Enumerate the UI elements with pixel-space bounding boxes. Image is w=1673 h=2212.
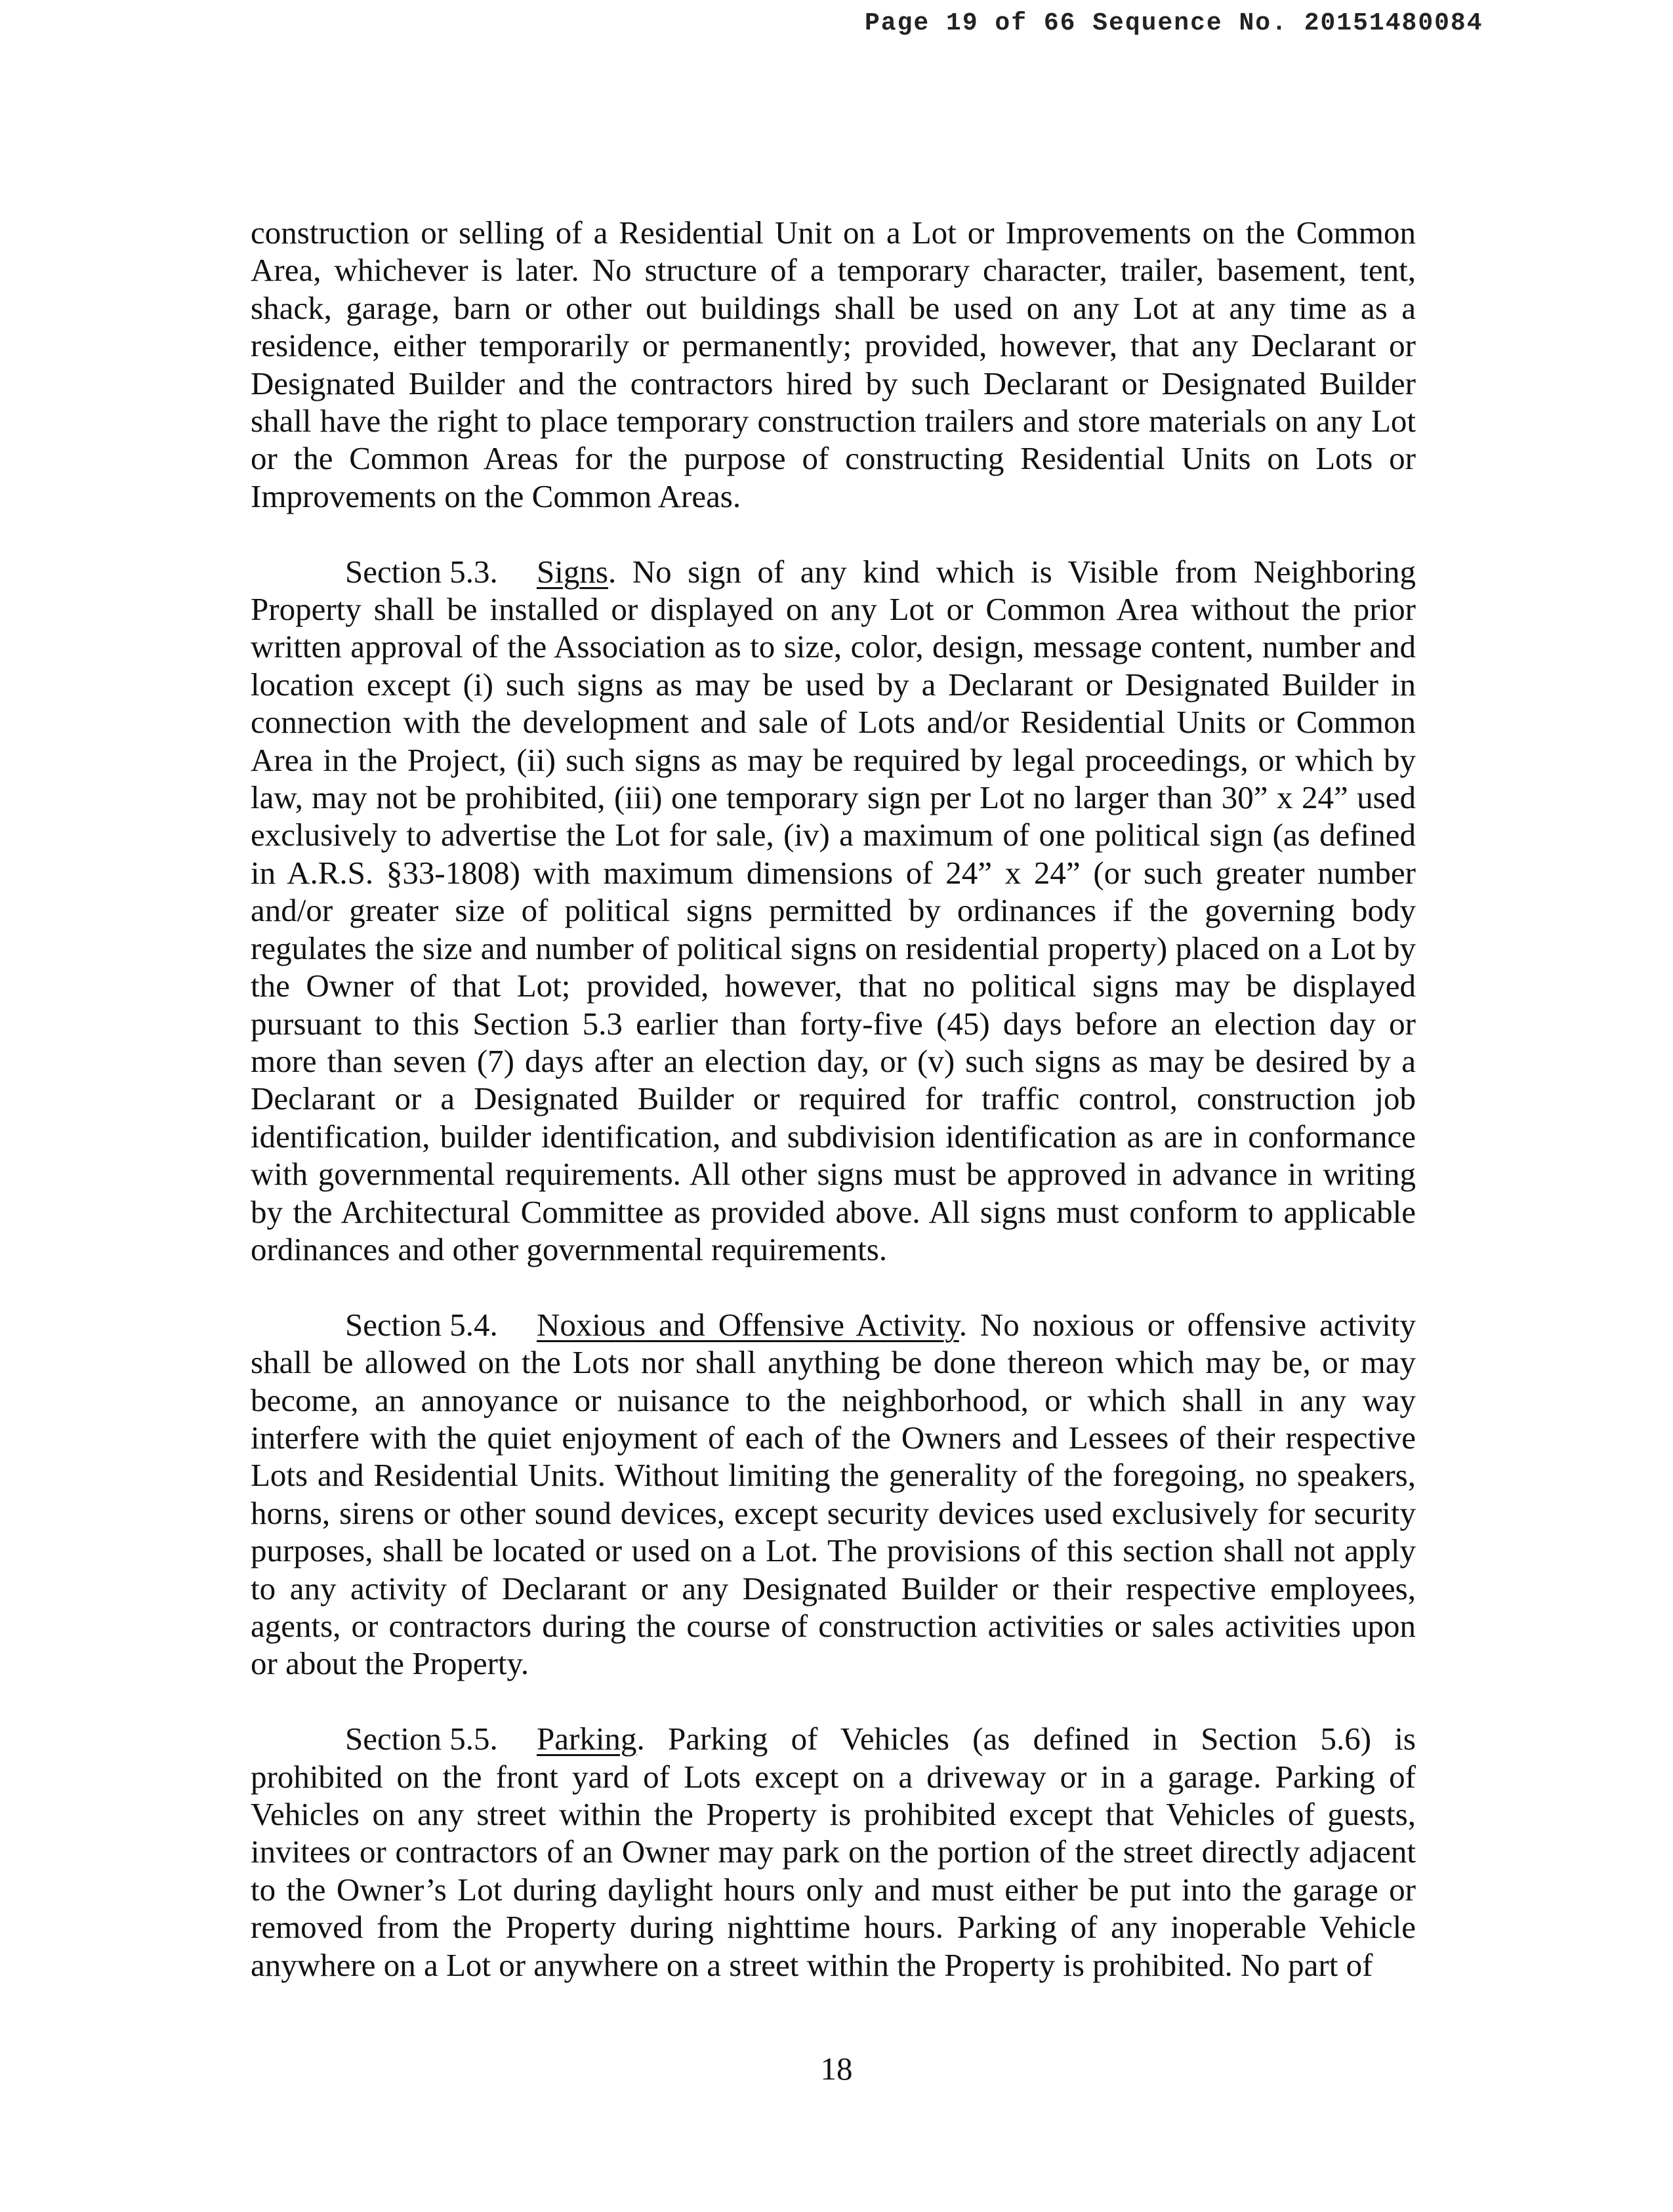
document-body — [251, 214, 1416, 1984]
page-number: 18 — [820, 2051, 853, 2087]
section-5-4-title: Noxious and Offensive Activity — [537, 1306, 959, 1343]
intro-paragraph: construction or selling of a Residential Unit on a Lot or Improvements on the Common Area, whichever is later. No structure of a temporary character, trailer, basement, tent, shack, garage, barn or other out buildings shall be used on any Lot at any time as a residence, either temporarily or permanently; provided, however, that any Declarant or Designated Builder and the contractors hired by such Declarant or Designated Builder shall have the right to place temporary construction trailers and store materials on any Lot or the Common Areas for the purpose of constructing Residential Units on Lots or Improvements on the Common Areas. — [251, 215, 1416, 514]
section-5-3-text: . No sign of any kind which is Visible from Neighboring Property shall be installed or displayed on any Lot or Common Area without the prior written approval of the Association as to size, color, design, message content, number and location except (i) such signs as may be used by a Declarant or Designated Builder in connection with the development and sale of Lots and/or Residential Units or Common Area in the Project, (ii) such signs as may be required by legal proceedings, or which by law, may not be prohibited, (iii) one temporary sign per Lot no larger than 30” x 24” used exclusively to advertise the Lot for sale, (iv) a maximum of one political sign (as defined in A.R.S. §33-1808) with maximum dimensions of 24” x 24” (or such greater number and/or greater size of political signs permitted by ordinances if the governing body regulates the size and number of political signs on residential property) placed on a Lot by the Owner of that Lot; provided, however, that no political signs may be displayed pursuant to this Section 5.3 earlier than forty-five (45) days before an election day or more than seven (7) days after an election day, or (v) such signs as may be desired by a Declarant or a Designated Builder or required for traffic control, construction job identification, builder identification, and subdivision identification as are in conformance with governmental requirements. All other signs must be approved in advance in writing by the Architectural Committee as provided above. All signs must conform to applicable ordinances and other governmental requirements. — [251, 553, 1416, 1267]
section-5-5-paragraph — [251, 1720, 1416, 1984]
section-5-4-paragraph — [251, 1306, 1416, 1683]
section-5-3-title: Signs — [537, 553, 608, 590]
section-5-5-text: . Parking of Vehicles (as defined in Section 5.6) is prohibited on the front yard of Lots except on a driveway or in a garage. Parking of Vehicles on any street within the Property is prohibited except that Vehicles of guests, invitees or contractors of an Owner may park on the portion of the street directly adjacent to the Owner’s Lot during daylight hours only and must either be put into the garage or removed from the Property during nighttime hours. Parking of any inoperable Vehicle anywhere on a Lot or anywhere on a street within the Property is prohibited. No part of — [251, 1721, 1416, 1983]
section-5-5-title: Parking — [537, 1721, 637, 1757]
section-5-5-number: Section 5.5. — [345, 1721, 498, 1757]
section-5-4-text: . No noxious or offensive activity shall be allowed on the Lots nor shall anything be done thereon which may be, or may become, an annoyance or nuisance to the neighborhood, or which shall in any way interfere with the quiet enjoyment of each of the Owners and Lessees of their respective Lots and Residential Units. Without limiting the generality of the foregoing, no speakers, horns, sirens or other sound devices, except security devices used exclusively for security purposes, shall be located or used on a Lot. The provisions of this section shall not apply to any activity of Declarant or any Designated Builder or their respective employees, agents, or contractors during the course of construction activities or sales activities upon or about the Property. — [251, 1306, 1416, 1682]
page-sequence-header: Page 19 of 66 Sequence No. 20151480084 — [865, 9, 1483, 37]
section-5-3-paragraph — [251, 553, 1416, 1269]
section-5-4-number: Section 5.4. — [345, 1306, 498, 1343]
section-5-3-number: Section 5.3. — [345, 553, 498, 590]
